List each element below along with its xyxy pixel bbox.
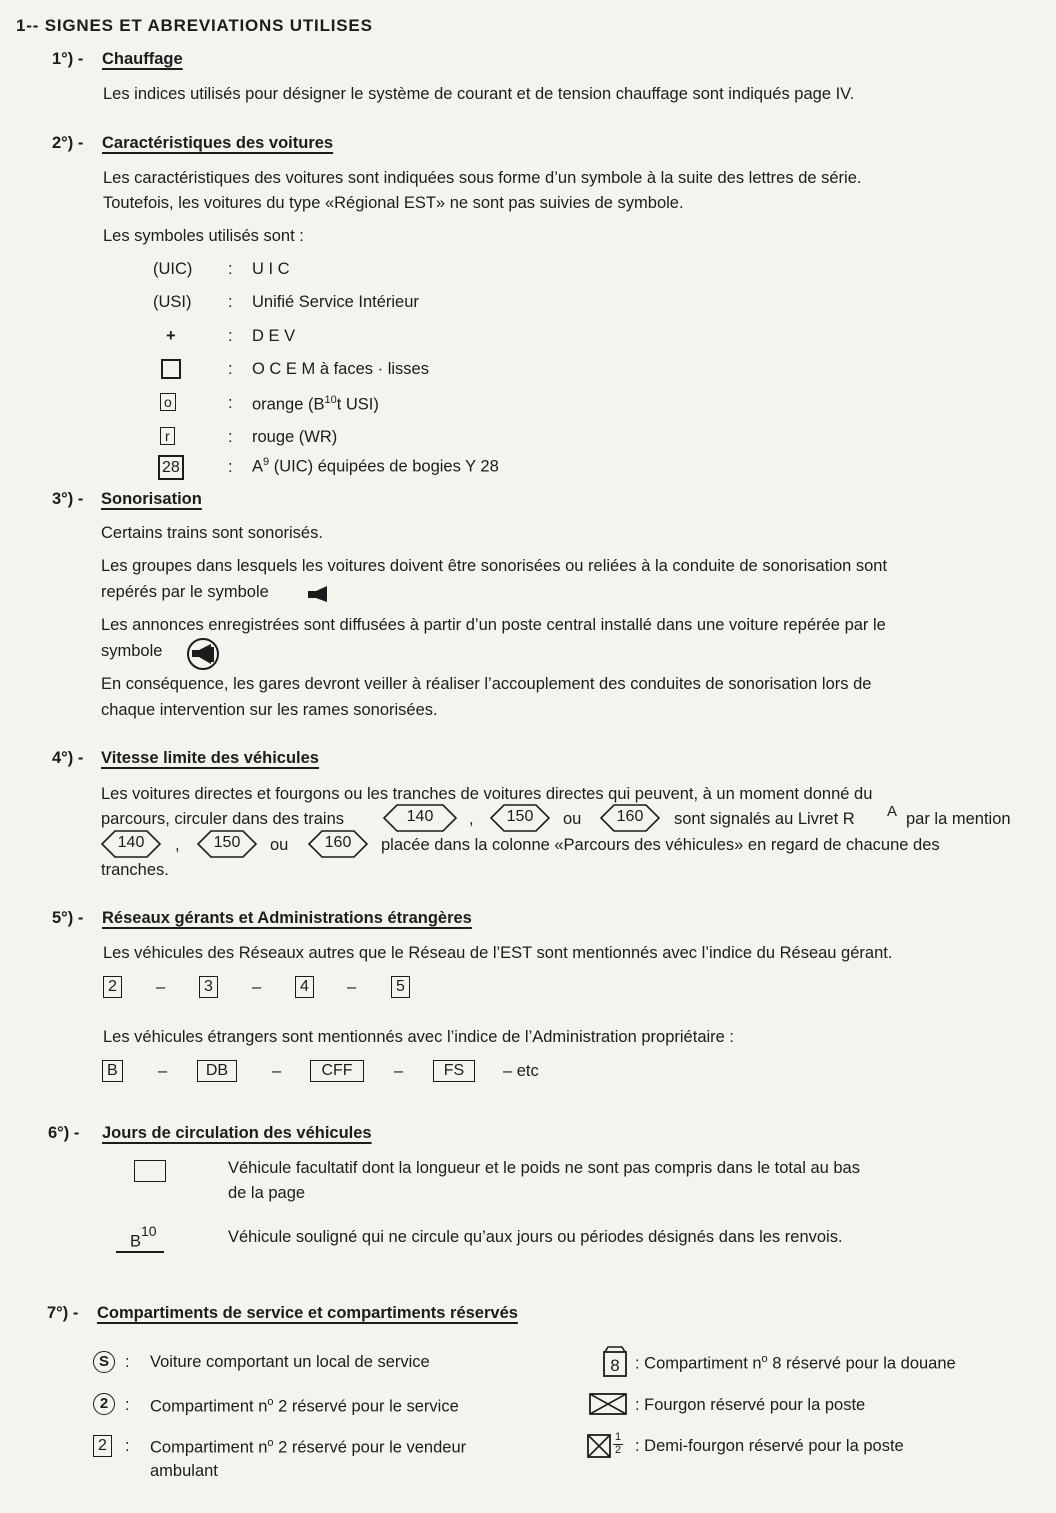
section-4-title: Vitesse limite des véhicules	[101, 749, 319, 767]
symbol-colon: :	[228, 327, 233, 345]
mail-van-desc: Fourgon réservé pour la poste	[644, 1396, 866, 1414]
symbol-colon: :	[228, 360, 233, 378]
loudspeaker-icon	[308, 586, 330, 602]
symbol-colon: :	[228, 458, 233, 476]
network-box-4: 4	[295, 976, 314, 998]
network-box-5: 5	[391, 976, 410, 998]
symbol-uic-desc: U I C	[252, 260, 290, 278]
section-1-number: 1°) -	[52, 50, 84, 68]
symbol-dev: +	[166, 327, 176, 345]
section-7-left-1: Voiture comportant un local de service	[150, 1353, 430, 1371]
section-3-p4a: En conséquence, les gares devront veiller à réaliser l’accouplement des conduites de sonorisation lors de	[101, 675, 872, 693]
section-7-right-2: : Fourgon réservé pour la poste	[635, 1396, 866, 1414]
symbol-colon: :	[125, 1396, 130, 1414]
admin-box-db: DB	[197, 1060, 237, 1082]
admin-box-b: B	[102, 1060, 123, 1082]
vendor-compartment-box-icon: 2	[93, 1435, 112, 1457]
section-4-line-3: placée dans la colonne «Parcours des véhicules» en regard de chacune des	[381, 836, 940, 854]
section-7-number: 7°) -	[47, 1304, 79, 1322]
section-2-text-2: Toutefois, les voitures du type «Régional EST» ne sont pas suivies de symbole.	[103, 194, 684, 212]
symbol-colon: :	[125, 1437, 130, 1455]
comma-sep: ,	[469, 810, 474, 828]
ocem-square-icon	[161, 359, 181, 379]
service-circle-icon: S	[93, 1351, 115, 1373]
half-fraction: 1 2	[614, 1431, 622, 1456]
symbol-rouge-desc: rouge (WR)	[252, 428, 338, 446]
section-7-title: Compartiments de service et compartiments réservés	[97, 1304, 518, 1322]
symbol-bogie-desc: $A^9$ (UIC) équipées de bogies Y 28	[252, 456, 499, 476]
section-3-p3b: symbole	[101, 642, 163, 660]
section-3-p4b: chaque intervention sur les rames sonorisées.	[101, 701, 438, 719]
bogie-28-box-icon: 28	[158, 455, 184, 480]
symbol-orange-desc: orange ($B^{10}t$ USI)	[252, 394, 379, 414]
livret-superscript: A	[887, 803, 898, 820]
section-6-number: 6°) -	[48, 1124, 80, 1142]
speed-diamond-150	[197, 830, 257, 858]
section-1-text: Les indices utilisés pour désigner le système de courant et de tension chauffage sont indiqués page IV.	[103, 85, 855, 103]
section-5-number: 5°) -	[52, 909, 84, 927]
speed-diamond-140	[383, 804, 457, 832]
section-2-text-3: Les symboles utilisés sont :	[103, 227, 304, 245]
section-3-p3a: Les annonces enregistrées sont diffusées à partir d’un poste central installé dans une voiture repérée par le	[101, 616, 886, 634]
ou-sep: ou	[563, 810, 582, 828]
dash-sep: –	[272, 1062, 282, 1080]
section-4-line-2d: par la mention	[906, 810, 1011, 828]
dash-sep: –	[156, 978, 166, 996]
underline-mark	[116, 1251, 164, 1253]
optional-vehicle-box-icon	[134, 1160, 166, 1182]
symbol-colon: :	[125, 1353, 130, 1371]
speed-150-label: 150	[506, 808, 534, 825]
symbol-dev-desc: D E V	[252, 327, 296, 345]
underlined-vehicle-symbol	[130, 1223, 157, 1252]
speed-160-label: 160	[616, 808, 644, 825]
symbol-colon: :	[228, 428, 233, 446]
half-mail-van-desc: Demi-fourgon réservé pour la poste	[644, 1437, 904, 1455]
dash-sep: –	[347, 978, 357, 996]
section-1-title: Chauffage	[102, 50, 183, 68]
section-7-right-3: : Demi-fourgon réservé pour la poste	[635, 1437, 904, 1455]
speed-160-label: 160	[324, 834, 352, 851]
section-2-number: 2°) -	[52, 134, 84, 152]
section-3-number: 3°) -	[52, 490, 84, 508]
section-2-text-1: Les caractéristiques des voitures sont indiquées sous forme d’un symbole à la suite des lettres de série.	[103, 169, 862, 187]
orange-box-icon: o	[160, 393, 176, 411]
section-5-text-1: Les véhicules des Réseaux autres que le Réseau de l’EST sont mentionnés avec l’indice du Réseau gérant.	[103, 944, 893, 962]
section-4-line-1: Les voitures directes et fourgons ou les tranches de voitures directes qui peuvent, à un moment donné du	[101, 785, 873, 803]
vehicle-letter: B	[130, 1232, 142, 1251]
section-3-p2a: Les groupes dans lesquels les voitures doivent être sonorisées ou reliées à la conduite de sonorisation sont	[101, 557, 888, 575]
section-6-item-2: Véhicule souligné qui ne circule qu’aux jours ou périodes désignés dans les renvois.	[228, 1228, 843, 1246]
section-7-right-1: : Compartiment $n^o$ 8 réservé pour la douane	[635, 1353, 956, 1373]
customs-number: 8	[610, 1356, 620, 1375]
section-2-title: Caractéristiques des voitures	[102, 134, 334, 152]
network-box-3: 3	[199, 976, 218, 998]
section-6-item-1b: de la page	[228, 1184, 306, 1202]
section-3-p1: Certains trains sont sonorisés.	[101, 524, 323, 542]
customs-compartment-icon	[602, 1346, 628, 1378]
section-5-text-2: Les véhicules étrangers sont mentionnés avec l’indice de l’Administration propriétaire :	[103, 1028, 734, 1046]
section-7-left-2: Compartiment $n^o$ 2 réservé pour le service	[150, 1396, 459, 1416]
section-5-title: Réseaux gérants et Administrations étrangères	[102, 909, 472, 927]
dash-sep: –	[252, 978, 262, 996]
vehicle-sup: 10	[141, 1223, 157, 1239]
section-4-line-4: tranches.	[101, 861, 169, 879]
half-mail-van-icon	[587, 1434, 611, 1458]
symbol-colon: :	[228, 293, 233, 311]
section-3-p2b: repérés par le symbole	[101, 583, 269, 601]
comma-sep: ,	[175, 836, 180, 854]
etc-text: – etc	[503, 1062, 539, 1080]
section-4-number: 4°) -	[52, 749, 84, 767]
symbol-usi: (USI)	[153, 293, 192, 311]
speed-diamond-150	[490, 804, 550, 832]
symbol-uic: (UIC)	[153, 260, 193, 278]
symbol-ocem-desc: O C E M à faces · lisses	[252, 360, 429, 378]
section-4-line-2b: sont signalés au Livret R	[674, 810, 855, 828]
mail-van-icon	[589, 1393, 627, 1415]
ou-sep: ou	[270, 836, 289, 854]
symbol-colon: :	[228, 394, 233, 412]
admin-box-cff: CFF	[310, 1060, 364, 1082]
speed-150-label: 150	[213, 834, 241, 851]
section-7-left-3b: ambulant	[150, 1462, 218, 1480]
admin-box-fs: FS	[433, 1060, 475, 1082]
speed-diamond-160	[308, 830, 368, 858]
speed-140-label: 140	[406, 808, 434, 825]
section-6-item-1a: Véhicule facultatif dont la longueur et le poids ne sont pas compris dans le total au bas	[228, 1159, 860, 1177]
speed-140-label: 140	[117, 834, 145, 851]
section-4-line-2a: parcours, circuler dans des trains	[101, 810, 345, 828]
section-7-left-3: Compartiment $n^o$ 2 réservé pour le vendeur	[150, 1437, 467, 1457]
page-title: 1-- SIGNES ET ABREVIATIONS UTILISES	[16, 16, 373, 35]
speed-diamond-140	[101, 830, 161, 858]
symbol-usi-desc: Unifié Service Intérieur	[252, 293, 419, 311]
section-6-title: Jours de circulation des véhicules	[102, 1124, 372, 1142]
rouge-box-icon: r	[160, 427, 175, 445]
dash-sep: –	[158, 1062, 168, 1080]
speed-diamond-160	[600, 804, 660, 832]
service-compartment-circle-icon: 2	[93, 1393, 115, 1415]
symbol-colon: :	[228, 260, 233, 278]
dash-sep: –	[394, 1062, 404, 1080]
network-box-2: 2	[103, 976, 122, 998]
section-3-title: Sonorisation	[101, 490, 202, 508]
central-station-speaker-icon	[186, 637, 220, 671]
